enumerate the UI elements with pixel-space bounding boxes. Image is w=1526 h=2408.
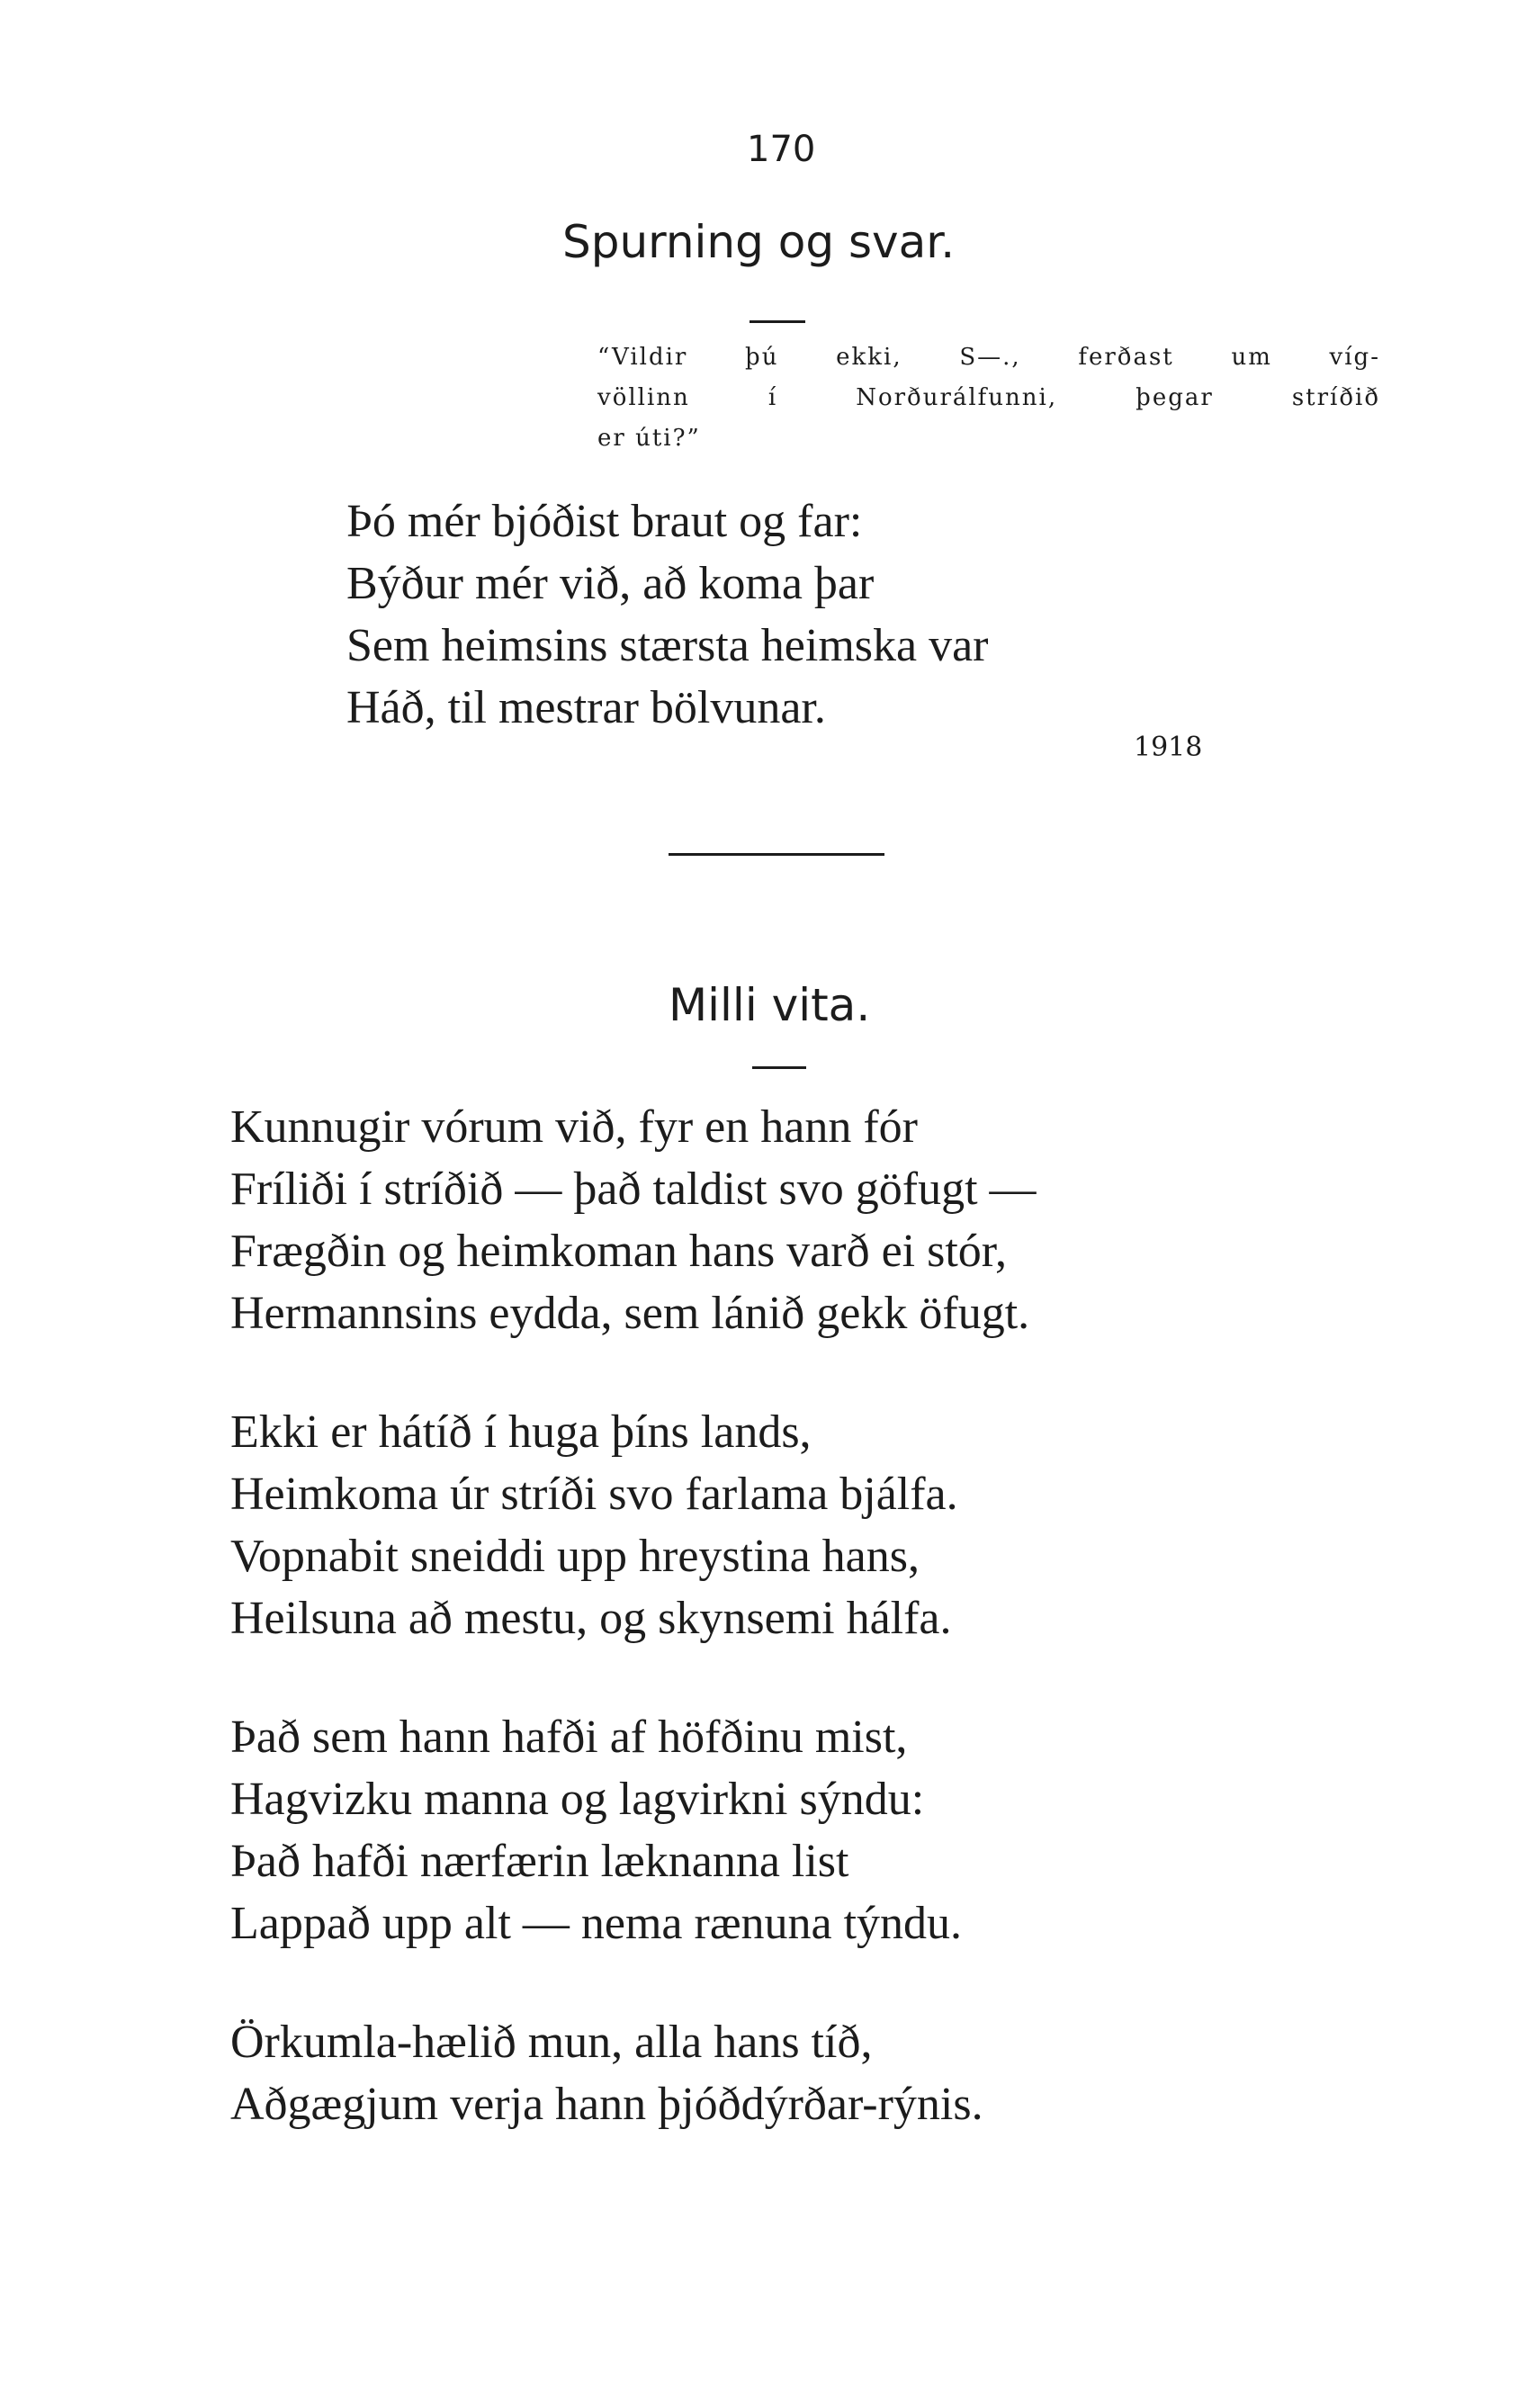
verse-line: Heimkoma úr stríði svo farlama bjálfa. [230,1469,958,1520]
epigraph-line: er úti?” [597,425,701,452]
poem-year: 1918 [1134,732,1203,763]
verse-line: Ekki er hátíð í huga þíns lands, [230,1406,812,1458]
epigraph-line: völlinn í Norðurálfunni, þegar stríðið [597,384,1380,411]
page-number: 170 [747,129,816,170]
poem-title-milli-vita: Milli vita. [669,979,871,1031]
verse-line: Fríliði í stríðið — það taldist svo göfugt — [230,1164,1037,1215]
verse-line: Lappað upp alt — nema rænuna týndu. [230,1898,963,1949]
section-divider [669,853,884,856]
verse-line: Vopnabit sneiddi upp hreystina hans, [230,1531,920,1582]
stanza [230,2011,1037,2135]
verse-line: Býður mér við, að koma þar [346,558,875,609]
poem2-verse [230,1096,1037,2192]
poem1-verse [346,490,988,739]
stanza [230,1706,1037,1954]
verse-line: Það sem hann hafði af höfðinu mist, [230,1712,908,1763]
title-rule [750,320,805,323]
verse-line: Þó mér bjóðist braut og far: [346,496,863,547]
epigraph-line: “Vildir þú ekki, S—., ferðast um víg- [597,344,1380,371]
verse-line: Sem heimsins stærsta heimska var [346,620,989,671]
poem-title-spurning: Spurning og svar. [562,216,956,268]
verse-line: Heilsuna að mestu, og skynsemi hálfa. [230,1593,952,1644]
verse-line: Örkumla-hælið mun, alla hans tíð, [230,2017,873,2068]
verse-line: Háð, til mestrar bölvunar. [346,682,826,733]
epigraph [597,337,1380,459]
stanza [230,1096,1037,1344]
verse-line: Kunnugir vórum við, fyr en hann fór [230,1101,918,1153]
verse-line: Hermannsins eydda, sem lánið gekk öfugt. [230,1288,1030,1339]
verse-line: Frægðin og heimkoman hans varð ei stór, [230,1226,1008,1277]
title-rule [752,1066,806,1069]
stanza [230,1401,1037,1649]
verse-line: Það hafði nærfærin læknanna list [230,1836,849,1887]
verse-line: Hagvizku manna og lagvirkni sýndu: [230,1774,925,1825]
verse-line: Aðgægjum verja hann þjóðdýrðar-rýnis. [230,2079,983,2130]
